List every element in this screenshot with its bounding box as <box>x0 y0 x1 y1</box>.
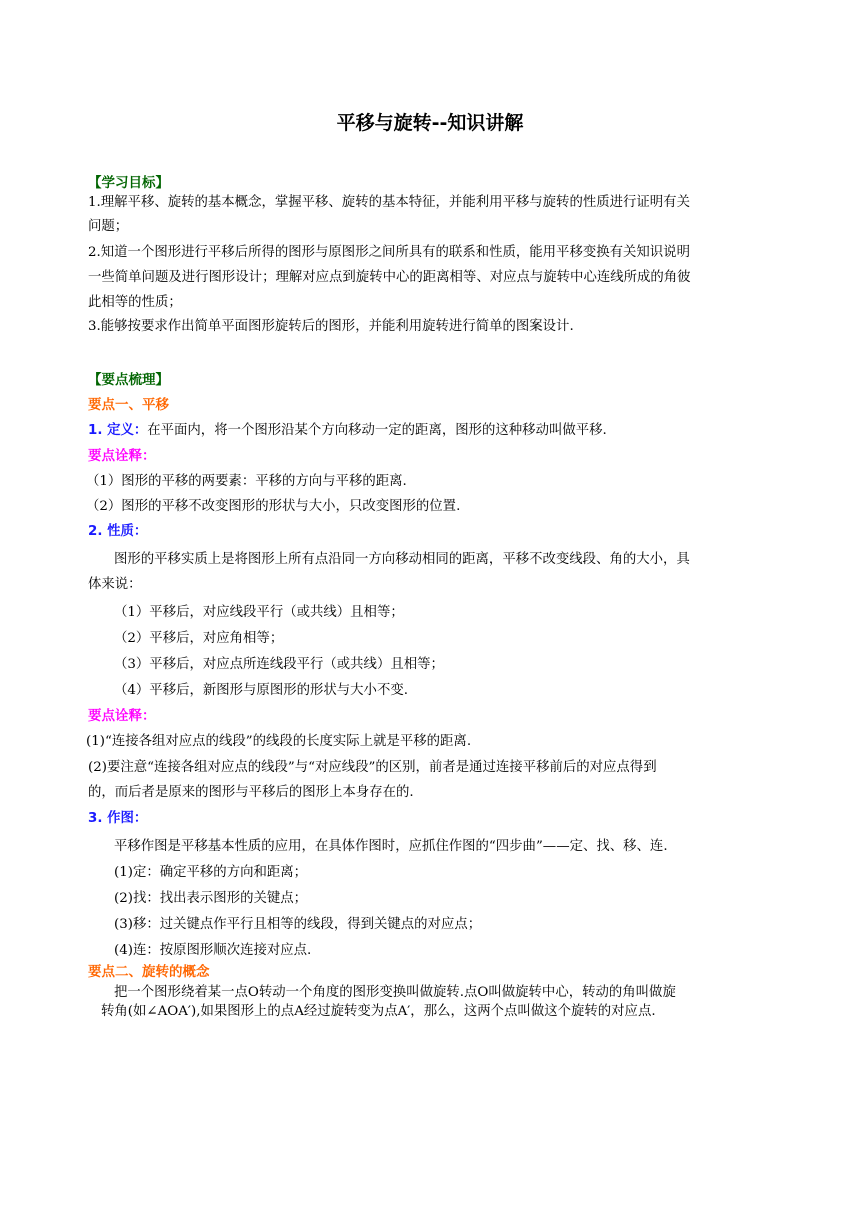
note1-line: （2）图形的平移不改变图形的形状与大小，只改变图形的位置. <box>86 499 461 514</box>
document-title: 平移与旋转--知识讲解 <box>336 112 524 134</box>
property-line: 图形的平移实质上是将图形上所有点沿同一方向移动相同的距离，平移不改变线段、角的大小，具 <box>114 552 690 567</box>
objective-line: 3.能够按要求作出简单平面图形旋转后的图形，并能利用旋转进行简单的图案设计. <box>88 319 574 334</box>
note2-line: (2)要注意“连接各组对应点的线段”与“对应线段”的区别，前者是通过连接平移前后的对应点得到 <box>88 760 657 775</box>
objectives-heading: 【学习目标】 <box>88 175 169 191</box>
drawing-line: (2)找：找出表示图形的关键点； <box>114 891 308 906</box>
definition-label: 1. 定义： <box>88 423 148 438</box>
definition-text: 在平面内，将一个图形沿某个方向移动一定的距离，图形的这种移动叫做平移. <box>147 423 607 438</box>
objective-line: 此相等的性质； <box>88 295 182 310</box>
drawing-label: 3. 作图： <box>88 811 148 826</box>
drawing-line: (4)连：按原图形顺次连接对应点. <box>114 943 312 958</box>
property-line: （1）平移后，对应线段平行（或共线）且相等； <box>114 605 404 620</box>
point1-heading: 要点一、平移 <box>88 397 169 413</box>
drawing-line: (1)定：确定平移的方向和距离； <box>114 865 308 880</box>
drawing-line: 平移作图是平移基本性质的应用，在具体作图时，应抓住作图的“四步曲”——定、找、移、连. <box>114 839 668 854</box>
property-line: （2）平移后，对应角相等； <box>114 631 284 646</box>
rotation-line: 转角(如∠AOA′),如果图形上的点A经过旋转变为点A′，那么，这两个点叫做这个旋转的对应点. <box>101 1004 656 1019</box>
note1-line: （1）图形的平移的两要素：平移的方向与平移的距离. <box>86 474 407 489</box>
rotation-line: 把一个图形绕着某一点O转动一个角度的图形变换叫做旋转.点O叫做旋转中心，转动的角叫做旋 <box>114 985 676 1000</box>
point2-heading: 要点二、旋转的概念 <box>88 964 210 980</box>
property-line: 体来说： <box>88 577 142 592</box>
note2-line: (1)“连接各组对应点的线段”的线段的长度实际上就是平移的距离. <box>86 734 472 749</box>
property-label: 2. 性质： <box>88 524 148 539</box>
objective-line: 2.知道一个图形进行平移后所得的图形与原图形之间所具有的联系和性质，能用平移变换有关知识说明 <box>88 245 690 260</box>
property-line: （4）平移后，新图形与原图形的形状与大小不变. <box>114 683 408 698</box>
note2-line: 的，而后者是原来的图形与平移后的图形上本身存在的. <box>88 785 414 800</box>
objective-line: 问题； <box>88 219 129 234</box>
drawing-line: (3)移：过关键点作平行且相等的线段，得到关键点的对应点； <box>114 917 482 932</box>
objective-line: 1.理解平移、旋转的基本概念，掌握平移、旋转的基本特征，并能利用平移与旋转的性质进行证明有关 <box>88 195 690 210</box>
note1-heading: 要点诠释： <box>88 448 156 464</box>
property-line: （3）平移后，对应点所连线段平行（或共线）且相等； <box>114 657 444 672</box>
objective-line: 一些简单问题及进行图形设计；理解对应点到旋转中心的距离相等、对应点与旋转中心连线所成的角彼 <box>88 270 691 285</box>
note2-heading: 要点诠释： <box>88 708 156 724</box>
summary-heading: 【要点梳理】 <box>88 372 169 388</box>
definition-line <box>88 422 607 440</box>
